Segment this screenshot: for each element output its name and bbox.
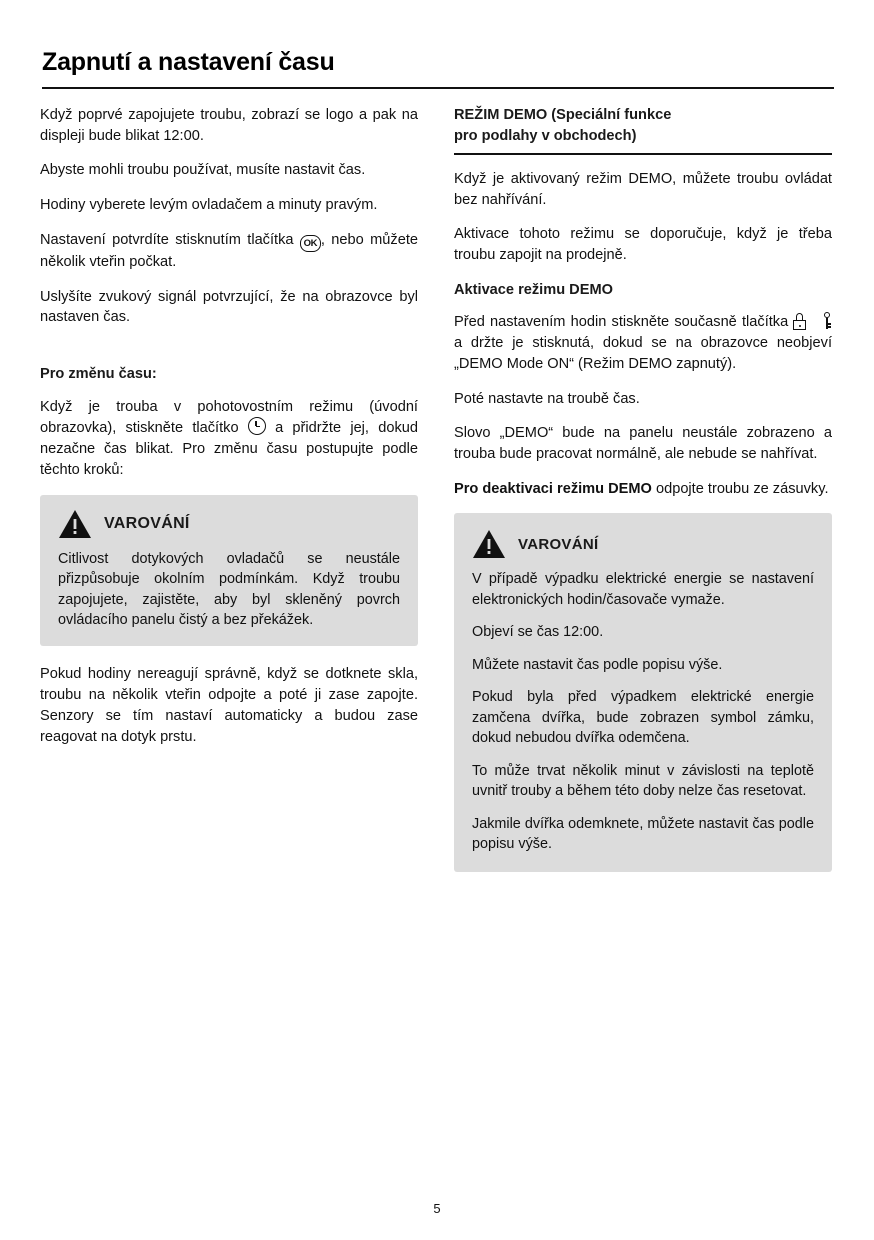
left-column bbox=[40, 105, 418, 747]
warning-triangle-icon bbox=[472, 529, 506, 559]
deactivate-rest-text: odpojte troubu ze zásuvky. bbox=[655, 480, 829, 497]
paragraph-signal: Uslyšíte zvukový signál potvrzující, že na obrazovce byl nastaven čas. bbox=[40, 288, 418, 326]
warning-header-right bbox=[472, 529, 814, 559]
warning-label-right: VAROVÁNÍ bbox=[518, 535, 599, 553]
paragraph-after-warning: Pokud hodiny nereagují správně, když se dotknete skla, troubu na několik vteřin odpojte a poté ji zase zapojte. Senzory se tím nastaví automaticky a budou zase reagovat na dotyk prstu. bbox=[40, 666, 418, 745]
paragraph-change-time bbox=[40, 397, 418, 481]
clock-icon bbox=[248, 417, 266, 435]
confirm-text-after: , nebo můžete několik vteřin počkat. bbox=[40, 231, 418, 270]
title-divider bbox=[42, 87, 834, 89]
demo-heading-line1: REŽIM DEMO (Speciální funkce bbox=[454, 107, 672, 123]
warning-label-left: VAROVÁNÍ bbox=[104, 514, 190, 532]
spacer bbox=[40, 342, 418, 364]
subheading-activate-demo: Aktivace režimu DEMO bbox=[454, 281, 613, 298]
demo-heading-line2: pro podlahy v obchodech) bbox=[454, 128, 637, 145]
demo-heading bbox=[454, 105, 832, 147]
section-heading-change-time: Pro změnu času: bbox=[40, 366, 157, 383]
warning-right-p1: V případě výpadku elektrické energie se nastavení elektronických hodin/časovače vymaže. bbox=[472, 571, 814, 608]
activate-text-after: a držte je stisknutá, dokud se na obrazovce neobjeví „DEMO Mode ON“ (Režim DEMO zapnutý). bbox=[454, 335, 832, 372]
paragraph-demo-active: Když je aktivovaný režim DEMO, můžete troubu ovládat bez nahřívání. bbox=[454, 170, 832, 208]
paragraph-demo-word: Slovo „DEMO“ bude na panelu neustále zobrazeno a trouba bude pracovat normálně, ale nebude se nahřívat. bbox=[454, 425, 832, 462]
warning-right-p4: Pokud byla před výpadkem elektrické energie zamčena dvířka, bude zobrazen symbol zámku, dokud nebudou dvířka odemčena. bbox=[472, 689, 814, 747]
warning-box-right bbox=[454, 513, 832, 872]
change-text-after: a přidržte jej, dokud nezačne čas blikat. Pro změnu času postupujte podle těchto kroků: bbox=[40, 420, 418, 478]
activate-text-before: Před nastavením hodin stiskněte současně tlačítka bbox=[454, 314, 789, 331]
warning-right-p6: Jakmile dvířka odemknete, můžete nastavit čas podle popisu výše. bbox=[472, 815, 814, 852]
warning-right-p3: Můžete nastavit čas podle popisu výše. bbox=[472, 656, 723, 673]
warning-right-p5: To může trvat několik minut v závislosti na teplotě uvnitř trouby a během této doby nelze čas resetovat. bbox=[472, 762, 814, 800]
paragraph-knobs: Hodiny vyberete levým ovladačem a minuty pravým. bbox=[40, 197, 378, 214]
right-column bbox=[454, 105, 832, 890]
paragraph-then-set-time: Poté nastavte na troubě čas. bbox=[454, 390, 640, 407]
paragraph-deactivate-demo bbox=[454, 479, 832, 500]
warning-header-left bbox=[58, 509, 400, 539]
warning-text-left: Citlivost dotykových ovladačů se neustále přizpůsobuje okolním podmínkám. Když troubu zapojujete, zajistěte, aby byl skleněný povrch ovládacího panelu čistý a bez překážek. bbox=[58, 550, 400, 628]
paragraph-confirm bbox=[40, 230, 418, 273]
warning-box-left bbox=[40, 495, 418, 647]
paragraph-must-set-time: Abyste mohli troubu používat, musíte nastavit čas. bbox=[40, 162, 366, 179]
paragraph-first-connect: Když poprvé zapojujete troubu, zobrazí se logo a pak na displeji bude blikat 12:00. bbox=[40, 107, 418, 144]
page-title: Zapnutí a nastavení času bbox=[42, 48, 335, 76]
ok-button-icon: OK bbox=[300, 235, 321, 252]
key-icon bbox=[822, 312, 832, 330]
confirm-text-before: Nastavení potvrdíte stisknutím tlačítka bbox=[40, 231, 294, 248]
page-title-block bbox=[40, 48, 834, 89]
demo-heading-divider bbox=[454, 153, 832, 155]
warning-triangle-icon bbox=[58, 509, 92, 539]
warning-right-p2: Objeví se čas 12:00. bbox=[472, 624, 604, 641]
paragraph-demo-recommended: Aktivace tohoto režimu se doporučuje, když je třeba troubu zapojit na prodejně. bbox=[454, 226, 832, 263]
page-number: 5 bbox=[433, 1201, 441, 1216]
change-text-before: Když je trouba v pohotovostním režimu (úvodní obrazovka), stiskněte tlačítko bbox=[40, 398, 418, 437]
deactivate-bold-text: Pro deaktivaci režimu DEMO bbox=[454, 480, 652, 497]
lock-icon bbox=[793, 313, 806, 330]
two-column-layout bbox=[40, 105, 834, 890]
paragraph-activate-demo bbox=[454, 312, 832, 374]
